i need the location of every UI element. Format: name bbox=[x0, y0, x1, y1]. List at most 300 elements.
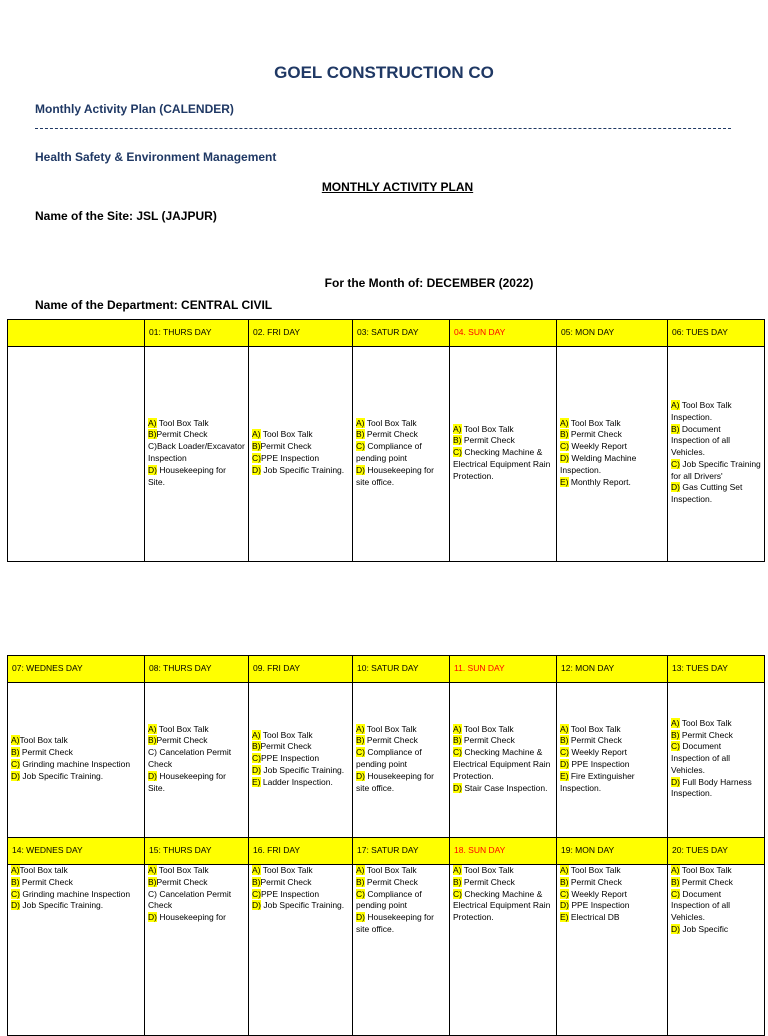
activity-item bbox=[671, 777, 761, 801]
activity-text: Job Specific Training. bbox=[260, 464, 345, 475]
activity-item bbox=[148, 465, 245, 489]
activity-item bbox=[671, 889, 761, 924]
activity-text: Permit Check bbox=[260, 741, 312, 752]
activity-text: Permit Check bbox=[364, 876, 418, 887]
activity-letter: A) bbox=[252, 865, 261, 875]
activity-item bbox=[560, 735, 664, 747]
day-header: 18. SUN DAY bbox=[450, 838, 557, 865]
activity-text: Housekeeping for Site. bbox=[148, 464, 226, 487]
activity-letter: D) bbox=[148, 912, 157, 923]
activity-text: Tool Box Talk bbox=[156, 417, 209, 428]
activity-letter: B) bbox=[356, 876, 365, 887]
activity-item bbox=[671, 741, 761, 776]
day-header: 06: TUES DAY bbox=[668, 320, 765, 347]
day-header: 16. FRI DAY bbox=[249, 838, 353, 865]
activity-text: Permit Check bbox=[568, 429, 622, 440]
activity-letter: E) bbox=[252, 776, 261, 787]
activity-text: Tool Box Talk bbox=[679, 717, 732, 728]
activity-item bbox=[560, 900, 664, 912]
activity-text: Checking Machine & Electrical Equipment Rain Protection. bbox=[453, 888, 551, 923]
dashed-divider bbox=[35, 128, 731, 129]
activity-letter: A) bbox=[148, 865, 157, 875]
activity-letter: B) bbox=[453, 735, 462, 746]
activity-item bbox=[671, 924, 761, 936]
activity-letter: B) bbox=[671, 423, 680, 434]
activity-item bbox=[671, 400, 761, 424]
activity-text: Tool Box Talk bbox=[260, 865, 313, 875]
activity-text: Weekly Report bbox=[568, 888, 627, 899]
week-activities-row bbox=[8, 683, 765, 838]
day-header: 04. SUN DAY bbox=[450, 320, 557, 347]
day-activities bbox=[668, 347, 765, 562]
activity-text: Housekeeping for Site. bbox=[148, 770, 226, 793]
activity-letter: C) bbox=[453, 747, 462, 758]
activity-letter: B) bbox=[252, 876, 261, 887]
activity-letter: B) bbox=[560, 735, 569, 746]
activity-text: Full Body Harness Inspection. bbox=[671, 776, 752, 799]
activity-letter: C) bbox=[252, 888, 261, 899]
day-activities bbox=[249, 865, 353, 1036]
activity-letter: D) bbox=[252, 764, 261, 775]
activity-text: PPE Inspection bbox=[260, 453, 320, 463]
activity-letter: B) bbox=[671, 876, 680, 887]
activity-item bbox=[453, 735, 553, 747]
activity-text: Weekly Report bbox=[568, 441, 627, 452]
activity-item bbox=[560, 889, 664, 901]
activity-letter: B) bbox=[560, 876, 569, 887]
activity-text: Permit Check bbox=[568, 876, 622, 887]
activity-item bbox=[252, 730, 349, 742]
day-header: 10: SATUR DAY bbox=[353, 656, 450, 683]
activity-text: Document Inspection of all Vehicles. bbox=[671, 741, 731, 775]
activity-item bbox=[453, 447, 553, 482]
activity-text: Monthly Report. bbox=[568, 476, 631, 487]
activity-text: Job Specific Training for all Drivers' bbox=[671, 458, 761, 481]
activity-item bbox=[671, 482, 761, 506]
day-header: 17: SATUR DAY bbox=[353, 838, 450, 865]
day-activities bbox=[557, 347, 668, 562]
activity-item bbox=[560, 441, 664, 453]
activity-text: Gas Cutting Set Inspection. bbox=[671, 482, 743, 505]
activity-letter: A) bbox=[252, 729, 261, 740]
activity-item bbox=[252, 777, 349, 789]
day-activities bbox=[145, 347, 249, 562]
activity-letter: A) bbox=[11, 735, 20, 746]
activity-letter: D) bbox=[560, 453, 569, 463]
activity-text: Permit Check bbox=[260, 876, 312, 887]
activity-item bbox=[252, 865, 349, 877]
week-activities-row bbox=[8, 347, 765, 562]
activity-text: Permit Check bbox=[364, 429, 418, 440]
activity-letter: A) bbox=[356, 865, 365, 875]
activity-text: Housekeeping for bbox=[156, 912, 226, 923]
activity-letter: E) bbox=[560, 912, 569, 923]
activity-item bbox=[11, 865, 141, 877]
activity-letter: C) bbox=[560, 747, 569, 758]
activity-letter: B) bbox=[11, 876, 20, 887]
activity-text: PPE Inspection bbox=[260, 888, 320, 899]
activity-letter: E) bbox=[560, 770, 569, 781]
day-header: 11. SUN DAY bbox=[450, 656, 557, 683]
activity-letter: A) bbox=[671, 865, 680, 875]
activity-item bbox=[356, 865, 446, 877]
activity-text: Permit Check bbox=[364, 735, 418, 746]
activity-letter: B) bbox=[453, 876, 462, 887]
activity-item bbox=[252, 441, 349, 453]
activity-letter: D) bbox=[148, 464, 157, 475]
activity-letter: A) bbox=[356, 723, 365, 734]
day-activities bbox=[249, 347, 353, 562]
activity-item bbox=[252, 429, 349, 441]
activity-letter: A) bbox=[453, 723, 462, 734]
department-name: Name of the Department: CENTRAL CIVIL bbox=[35, 298, 273, 312]
activity-item bbox=[560, 724, 664, 736]
activity-text: Job Specific Training. bbox=[260, 900, 345, 911]
activity-item bbox=[356, 735, 446, 747]
activity-text: PPE Inspection bbox=[568, 759, 630, 769]
day-activities bbox=[145, 683, 249, 838]
activity-letter: D) bbox=[356, 770, 365, 781]
activity-item bbox=[148, 429, 245, 441]
activity-letter: C) bbox=[252, 453, 261, 463]
activity-text: Tool Box Talk bbox=[364, 865, 417, 875]
activity-item bbox=[11, 771, 141, 783]
activity-text: Ladder Inspection. bbox=[260, 776, 333, 787]
day-header: 08: THURS DAY bbox=[145, 656, 249, 683]
activity-letter: C) bbox=[671, 458, 680, 469]
activity-text: Tool Box Talk bbox=[364, 723, 417, 734]
activity-text: Permit Check bbox=[19, 876, 73, 887]
day-activities bbox=[249, 683, 353, 838]
activity-item bbox=[148, 912, 245, 924]
activity-item bbox=[356, 418, 446, 430]
activity-item bbox=[11, 877, 141, 889]
activity-item bbox=[671, 424, 761, 459]
activity-text: Checking Machine & Electrical Equipment Rain Protection. bbox=[453, 447, 551, 481]
activity-text: C)Back Loader/Excavator Inspection bbox=[148, 441, 245, 463]
activity-text: Tool Box Talk bbox=[568, 417, 621, 428]
activity-letter: A) bbox=[560, 417, 569, 428]
activity-text: Tool Box Talk bbox=[260, 729, 313, 740]
activity-text: Compliance of pending point bbox=[356, 441, 422, 463]
activity-letter: A) bbox=[671, 717, 680, 728]
activity-text: Tool Box Talk bbox=[461, 723, 514, 734]
day-activities bbox=[450, 347, 557, 562]
activity-letter: A) bbox=[356, 417, 365, 428]
day-header: 20: TUES DAY bbox=[668, 838, 765, 865]
activity-letter: D) bbox=[356, 464, 365, 475]
activity-text: Permit Check bbox=[461, 435, 515, 446]
activity-text: Permit Check bbox=[156, 735, 208, 746]
activity-letter: D) bbox=[11, 900, 20, 911]
activity-letter: C) bbox=[252, 753, 261, 764]
activity-text: Compliance of pending point bbox=[356, 747, 422, 769]
activity-text: Permit Check bbox=[679, 729, 733, 740]
week-header-row bbox=[8, 656, 765, 683]
activity-letter: C) bbox=[671, 741, 680, 752]
activity-item bbox=[11, 747, 141, 759]
day-activities bbox=[668, 865, 765, 1036]
activity-item bbox=[148, 889, 245, 913]
activity-text: Permit Check bbox=[461, 876, 515, 887]
activity-item bbox=[356, 889, 446, 913]
month-line: For the Month of: DECEMBER (2022) bbox=[324, 276, 534, 290]
department-heading: Health Safety & Environment Management bbox=[35, 150, 277, 164]
day-activities bbox=[353, 865, 450, 1036]
activity-letter: C) bbox=[671, 888, 680, 899]
activity-item bbox=[148, 877, 245, 889]
activity-text: C) Cancelation Permit Check bbox=[148, 747, 232, 769]
activity-text: Welding Machine Inspection. bbox=[560, 453, 637, 475]
activity-item bbox=[356, 771, 446, 795]
activity-text: Job Specific Training. bbox=[19, 900, 104, 911]
activity-item bbox=[148, 441, 245, 465]
activity-letter: A) bbox=[560, 723, 569, 734]
activity-letter: B) bbox=[148, 876, 157, 887]
activity-text: PPE Inspection bbox=[568, 900, 630, 911]
activity-item bbox=[560, 912, 664, 924]
day-header: 05: MON DAY bbox=[557, 320, 668, 347]
activity-item bbox=[560, 747, 664, 759]
activity-letter: D) bbox=[148, 770, 157, 781]
activity-letter: A) bbox=[560, 865, 569, 875]
plan-title: MONTHLY ACTIVITY PLAN bbox=[321, 180, 474, 194]
activity-item bbox=[148, 735, 245, 747]
activity-item bbox=[11, 759, 141, 771]
activity-text: Compliance of pending point bbox=[356, 888, 422, 911]
activity-item bbox=[356, 877, 446, 889]
activity-text: Permit Check bbox=[461, 735, 515, 746]
activity-letter: D) bbox=[671, 923, 680, 934]
day-activities bbox=[668, 683, 765, 838]
activity-item bbox=[453, 865, 553, 877]
activity-letter: C) bbox=[11, 888, 20, 899]
activity-item bbox=[148, 724, 245, 736]
activity-letter: D) bbox=[560, 759, 569, 769]
activity-item bbox=[560, 418, 664, 430]
activity-item bbox=[560, 477, 664, 489]
activity-text: Checking Machine & Electrical Equipment Rain Protection. bbox=[453, 747, 551, 781]
activity-letter: B) bbox=[148, 429, 157, 440]
activity-item bbox=[148, 747, 245, 771]
activity-letter: B) bbox=[11, 747, 20, 758]
activity-text: Permit Check bbox=[260, 441, 312, 452]
day-activities bbox=[353, 347, 450, 562]
activity-letter: B) bbox=[453, 435, 462, 446]
activity-item bbox=[252, 753, 349, 765]
activity-letter: B) bbox=[560, 429, 569, 440]
activity-item bbox=[560, 771, 664, 795]
activity-text: Housekeeping for site office. bbox=[356, 464, 434, 487]
activity-letter: B) bbox=[671, 729, 680, 740]
day-header: 03: SATUR DAY bbox=[353, 320, 450, 347]
activity-letter: A) bbox=[671, 399, 680, 410]
activity-text: Job Specific Training. bbox=[19, 770, 104, 781]
activity-item bbox=[453, 889, 553, 924]
day-header: 12: MON DAY bbox=[557, 656, 668, 683]
activity-text: Document Inspection of all Vehicles. bbox=[671, 888, 731, 923]
activity-item bbox=[453, 783, 553, 795]
document-subtitle: Monthly Activity Plan (CALENDER) bbox=[35, 102, 234, 116]
activity-item bbox=[252, 741, 349, 753]
activity-letter: B) bbox=[356, 429, 365, 440]
day-activities bbox=[8, 347, 145, 562]
day-activities bbox=[557, 683, 668, 838]
activity-text: Tool Box Talk bbox=[364, 417, 417, 428]
activity-item bbox=[356, 747, 446, 771]
day-header: 02. FRI DAY bbox=[249, 320, 353, 347]
week-header-row bbox=[8, 320, 765, 347]
day-header: 19: MON DAY bbox=[557, 838, 668, 865]
activity-letter: C) bbox=[356, 888, 365, 899]
activity-item bbox=[356, 465, 446, 489]
day-header bbox=[8, 320, 145, 347]
activity-text: Tool Box Talk bbox=[568, 865, 621, 875]
activity-letter: A) bbox=[11, 865, 20, 875]
activity-item bbox=[453, 435, 553, 447]
activity-text: Grinding machine Inspection bbox=[19, 888, 131, 899]
activity-text: Tool Box talk bbox=[19, 865, 68, 875]
activity-text: C) Cancelation Permit Check bbox=[148, 888, 232, 911]
activity-item bbox=[356, 429, 446, 441]
activity-text: Job Specific Training. bbox=[260, 764, 345, 775]
activity-text: Tool Box Talk bbox=[156, 723, 209, 734]
activity-item bbox=[356, 724, 446, 736]
activity-text: Stair Case Inspection. bbox=[461, 782, 548, 793]
day-header: 01: THURS DAY bbox=[145, 320, 249, 347]
activity-text: Weekly Report bbox=[568, 747, 627, 758]
activity-text: Tool Box Talk bbox=[568, 723, 621, 734]
activity-text: Permit Check bbox=[19, 747, 73, 758]
activity-letter: D) bbox=[356, 912, 365, 923]
day-activities bbox=[450, 683, 557, 838]
activity-item bbox=[453, 424, 553, 436]
activity-text: Tool Box Talk bbox=[461, 423, 514, 434]
week-activities-row bbox=[8, 865, 765, 1036]
activity-text: Housekeeping for site office. bbox=[356, 770, 434, 793]
activity-text: Tool Box Talk bbox=[461, 865, 514, 875]
activity-letter: D) bbox=[252, 900, 261, 911]
day-header: 15: THURS DAY bbox=[145, 838, 249, 865]
activity-item bbox=[148, 865, 245, 877]
activity-text: Document Inspection of all Vehicles. bbox=[671, 423, 731, 458]
activity-item bbox=[560, 759, 664, 771]
activity-letter: C) bbox=[560, 888, 569, 899]
activity-item bbox=[252, 900, 349, 912]
activity-letter: B) bbox=[356, 735, 365, 746]
activity-letter: A) bbox=[148, 417, 157, 428]
activity-text: Tool Box Talk bbox=[156, 865, 209, 875]
activity-item bbox=[671, 865, 761, 877]
activity-letter: D) bbox=[252, 464, 261, 475]
activity-item bbox=[453, 877, 553, 889]
activity-text: Fire Extinguisher Inspection. bbox=[560, 770, 635, 793]
activity-item bbox=[560, 877, 664, 889]
activity-item bbox=[252, 889, 349, 901]
activity-text: Permit Check bbox=[156, 876, 208, 887]
activity-letter: A) bbox=[453, 423, 462, 434]
activity-letter: D) bbox=[11, 770, 20, 781]
activity-text: PPE Inspection bbox=[260, 753, 320, 764]
activity-item bbox=[252, 453, 349, 465]
activity-item bbox=[560, 865, 664, 877]
activity-item bbox=[671, 730, 761, 742]
activity-letter: C) bbox=[11, 759, 20, 769]
activity-item bbox=[252, 877, 349, 889]
activity-letter: D) bbox=[560, 900, 569, 911]
activity-item bbox=[356, 441, 446, 465]
activity-text: Electrical DB bbox=[568, 912, 620, 923]
day-activities bbox=[353, 683, 450, 838]
day-activities bbox=[145, 865, 249, 1036]
activity-item bbox=[252, 765, 349, 777]
activity-text: Tool Box Talk bbox=[260, 429, 313, 440]
activity-letter: B) bbox=[252, 441, 261, 452]
activity-text: Tool Box Talk bbox=[679, 865, 732, 875]
activity-text: Job Specific bbox=[679, 923, 729, 934]
activity-letter: B) bbox=[148, 735, 157, 746]
day-activities bbox=[450, 865, 557, 1036]
day-header: 09. FRI DAY bbox=[249, 656, 353, 683]
activity-letter: B) bbox=[252, 741, 261, 752]
activity-letter: D) bbox=[453, 782, 462, 793]
activity-letter: C) bbox=[560, 441, 569, 452]
activity-item bbox=[560, 453, 664, 477]
activity-item bbox=[148, 771, 245, 795]
activity-text: Tool Box talk bbox=[19, 735, 68, 746]
activity-item bbox=[11, 735, 141, 747]
activity-text: Housekeeping for site office. bbox=[356, 912, 434, 934]
activity-letter: D) bbox=[671, 482, 680, 493]
activity-item bbox=[148, 418, 245, 430]
activity-letter: C) bbox=[356, 441, 365, 452]
site-name: Name of the Site: JSL (JAJPUR) bbox=[35, 209, 217, 223]
day-header: 13: TUES DAY bbox=[668, 656, 765, 683]
activity-letter: D) bbox=[671, 776, 680, 787]
day-activities bbox=[8, 865, 145, 1036]
activity-item bbox=[671, 877, 761, 889]
activity-item bbox=[453, 724, 553, 736]
activity-text: Grinding machine Inspection bbox=[19, 759, 131, 769]
calendar-week-1 bbox=[7, 319, 765, 562]
activity-item bbox=[453, 747, 553, 782]
day-activities bbox=[8, 683, 145, 838]
activity-item bbox=[356, 912, 446, 936]
activity-letter: C) bbox=[453, 888, 462, 899]
activity-text: Permit Check bbox=[156, 429, 208, 440]
activity-letter: C) bbox=[453, 447, 462, 458]
activity-item bbox=[560, 429, 664, 441]
activity-letter: A) bbox=[252, 429, 261, 440]
day-header: 14: WEDNES DAY bbox=[8, 838, 145, 865]
week-header-row bbox=[8, 838, 765, 865]
activity-letter: C) bbox=[356, 747, 365, 758]
company-title: GOEL CONSTRUCTION CO bbox=[274, 63, 494, 82]
activity-item bbox=[671, 459, 761, 483]
day-activities bbox=[557, 865, 668, 1036]
calendar-weeks-2-3 bbox=[7, 655, 765, 1036]
activity-text: Tool Box Talk Inspection. bbox=[671, 399, 732, 422]
activity-letter: A) bbox=[453, 865, 462, 875]
activity-item bbox=[11, 900, 141, 912]
activity-letter: A) bbox=[148, 723, 157, 734]
activity-text: Permit Check bbox=[679, 876, 733, 887]
activity-item bbox=[11, 889, 141, 901]
activity-item bbox=[671, 718, 761, 730]
activity-letter: E) bbox=[560, 476, 569, 487]
activity-item bbox=[252, 465, 349, 477]
day-header: 07: WEDNES DAY bbox=[8, 656, 145, 683]
